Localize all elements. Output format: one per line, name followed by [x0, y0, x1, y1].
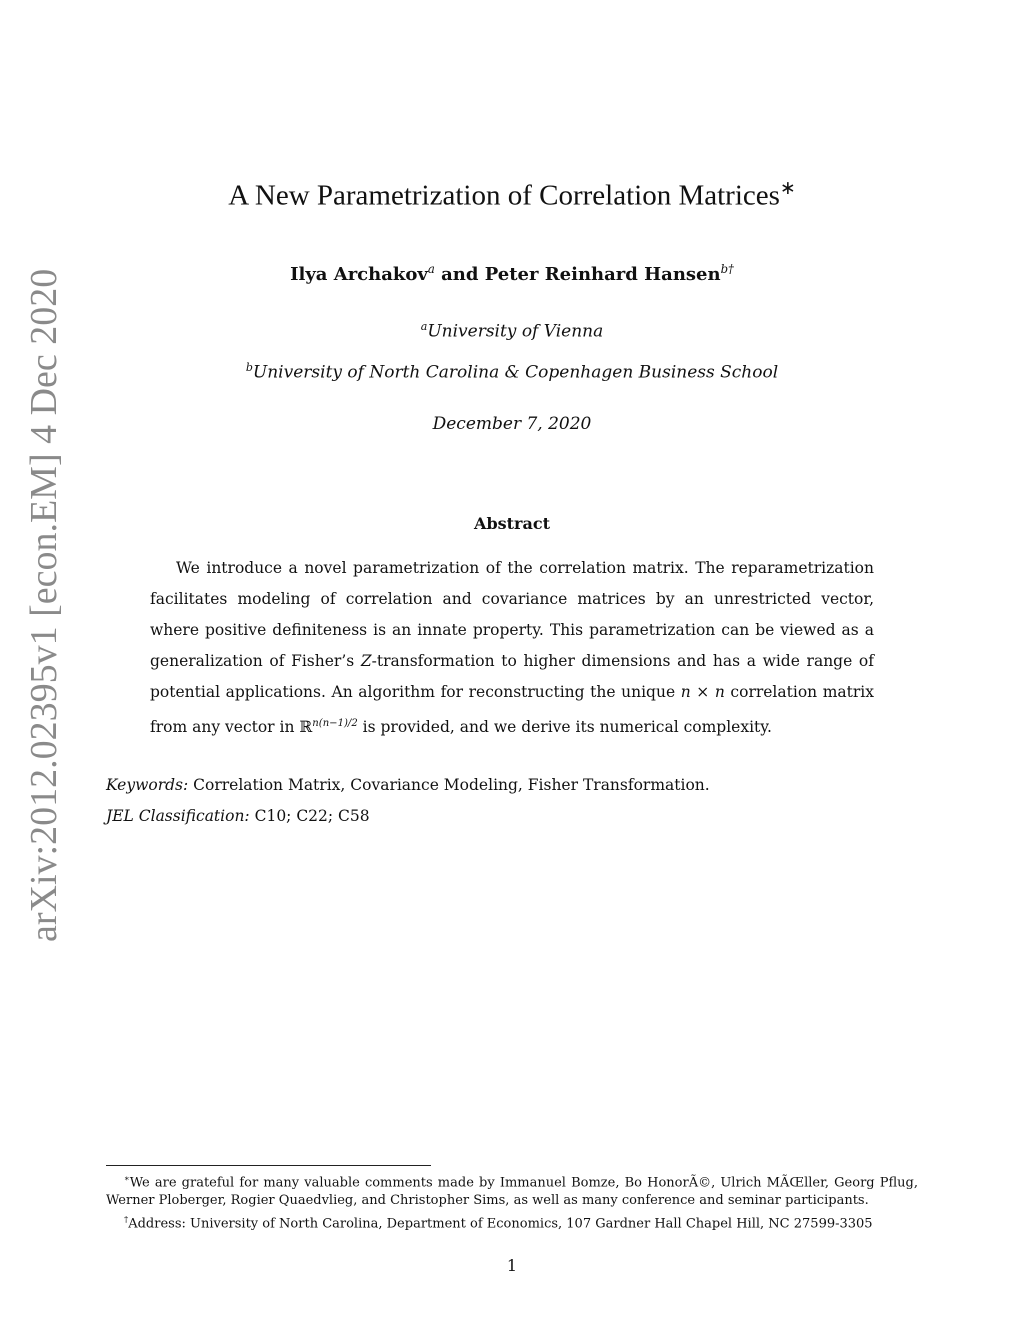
- keywords: Keywords: Correlation Matrix, Covariance Modeling, Fisher Transformation.: [106, 776, 710, 794]
- footnote-1: ∗We are grateful for many valuable comments made by Immanuel Bomze, Bo HonorÃ©, Ulrich MÃŒller, Georg Pflug, Werner Ploberger, Rogier Quaedvlieg, and Christopher Sims, as well as many conference and seminar participants.: [106, 1173, 918, 1209]
- affiliation-a: $^a$University of Vienna: [420, 320, 604, 342]
- paper-date: December 7, 2020: [432, 414, 592, 434]
- footnotes: [106, 1169, 918, 1234]
- paper-title: A New Parametrization of Correlation Matrices∗: [228, 178, 796, 212]
- abstract-heading: Abstract: [474, 514, 550, 533]
- arxiv-stamp: arXiv:2012.02395v1 [econ.EM] 4 Dec 2020: [23, 268, 65, 942]
- authors: Ilya Archakov$^a$ and Peter Reinhard Hansen$^{b\dagger}$: [290, 262, 734, 285]
- footnote-2: †Address: University of North Carolina, Department of Economics, 107 Gardner Hall Chapel Hill, NC 27599-3305: [124, 1214, 873, 1232]
- footnote-rule: [106, 1165, 431, 1166]
- page-number: 1: [506, 1256, 518, 1275]
- affiliation-b: $^b$University of North Carolina & Copenhagen Business School: [245, 361, 779, 383]
- abstract-text: We introduce a novel parametrization of the correlation matrix. The reparametrization facilitates modeling of correlation and covariance matrices by an unrestricted vector, where positive definiteness is an innate property. This parametrization can be viewed as a generalization of Fisher’s Z-transformation to higher dimensions and has a wide range of potential applications. An algorithm for reconstructing the unique n × n correlation matrix from any vector in ℝ$^{n(n-1)/2}$ is provided, and we derive its numerical complexity.: [150, 559, 874, 737]
- author-1: Ilya Archakov: [290, 264, 428, 285]
- author-2: Peter Reinhard Hansen: [484, 264, 721, 285]
- jel-classification: JEL Classification: C10; C22; C58: [106, 807, 370, 825]
